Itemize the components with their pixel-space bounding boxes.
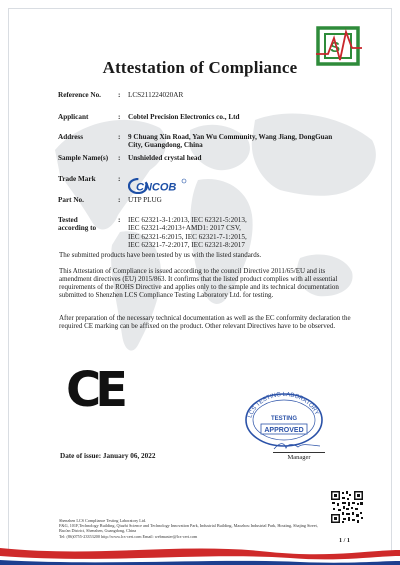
- ce-mark: [66, 366, 130, 410]
- field-separator: :: [118, 175, 121, 183]
- svg-text:TESTING: TESTING: [270, 416, 298, 422]
- field-separator: :: [118, 113, 121, 121]
- manager-signature: [270, 440, 326, 452]
- field-label: Part No.: [58, 196, 84, 204]
- manager-label: Manager: [273, 452, 325, 461]
- field-label: Applicant: [58, 113, 89, 121]
- flag-ribbon: [0, 544, 400, 565]
- field-label: Tested according to: [58, 216, 97, 233]
- issue-date: Date of issue: January 06, 2022: [60, 452, 156, 460]
- footer-contact: Tel: (86)0755-23353200 http://www.lcs-cert.com Email: webmaster@lcs-cert.com: [59, 533, 198, 539]
- approved-stamp: [236, 386, 332, 448]
- field-value: Unshielded crystal head: [128, 154, 202, 162]
- svg-text:LCS TESTING LABORATORY: LCS TESTING LABORATORY: [247, 391, 320, 419]
- field-separator: :: [118, 133, 121, 141]
- field-label: Reference No.: [58, 91, 101, 99]
- svg-text:S: S: [330, 39, 341, 56]
- footer-address: [59, 518, 327, 539]
- page-title: Attestation of Compliance: [102, 58, 298, 77]
- cncob-trademark-logo: [128, 178, 190, 194]
- field-separator: :: [118, 91, 121, 99]
- field-value: IEC 62321-3-1:2013, IEC 62321-5:2013, IEC 62321-4:2013+AMD1: 2017 CSV, IEC 62321-6:2015, IEC 62321-7-1:2015, IEC 62321-7-2:2017, IEC 62321-8:2017: [128, 216, 247, 249]
- field-label: Trade Mark: [58, 175, 96, 183]
- field-label: Sample Name(s): [58, 154, 109, 162]
- paragraph-ce-marking-statement: After preparation of the necessary technical documentation as well as the EC conformity declaration the required CE marking can be affixed on the product. Other relevant Directives have to be observed.: [59, 314, 351, 331]
- svg-text:CE: CE: [66, 366, 128, 410]
- field-separator: :: [118, 216, 121, 224]
- page-number: 1 / 1: [339, 537, 351, 544]
- field-value: UTP PLUG: [128, 196, 162, 204]
- field-separator: :: [118, 154, 121, 162]
- paragraph-tested-statement: The submitted products have been tested by us with the listed standards.: [59, 251, 262, 259]
- paragraph-compliance-statement: This Attestation of Compliance is issued according to the council Directive 2011/65/EU and its amendment directives (EU) 2015/863. It confirms that the listed product complies with all essential requirements of the ROHS Directive and applies only to the sample and its technical documentation submitted to Shenzhen LCS Compliance Testing Laboratory Ltd. for testing.: [59, 267, 339, 300]
- qr-code: [330, 490, 364, 524]
- field-value: 9 Chuang Xin Road, Yan Wu Community, Wang Jiang, DongGuan City, Guangdong, China: [128, 133, 333, 150]
- field-value: Cobtel Precision Electronics co., Ltd: [128, 113, 240, 121]
- field-separator: :: [118, 196, 121, 204]
- svg-text:CNCOB: CNCOB: [136, 181, 177, 194]
- footer-address-line: F&G, 101F,Technology Building, Qiuzhi Science and Technology Innovation Park, Industrial Building, Maozhou Industrial Park, Houting, Shajing Street, Bao'an District, Shenzhen, Guangdong, China: [59, 523, 318, 534]
- field-label: Address: [58, 133, 84, 141]
- footer-company: Shenzhen LCS Compliance Testing Laboratory Ltd.: [59, 518, 147, 523]
- field-value: LCS211224020AR: [128, 91, 184, 99]
- svg-text:APPROVED: APPROVED: [264, 427, 304, 434]
